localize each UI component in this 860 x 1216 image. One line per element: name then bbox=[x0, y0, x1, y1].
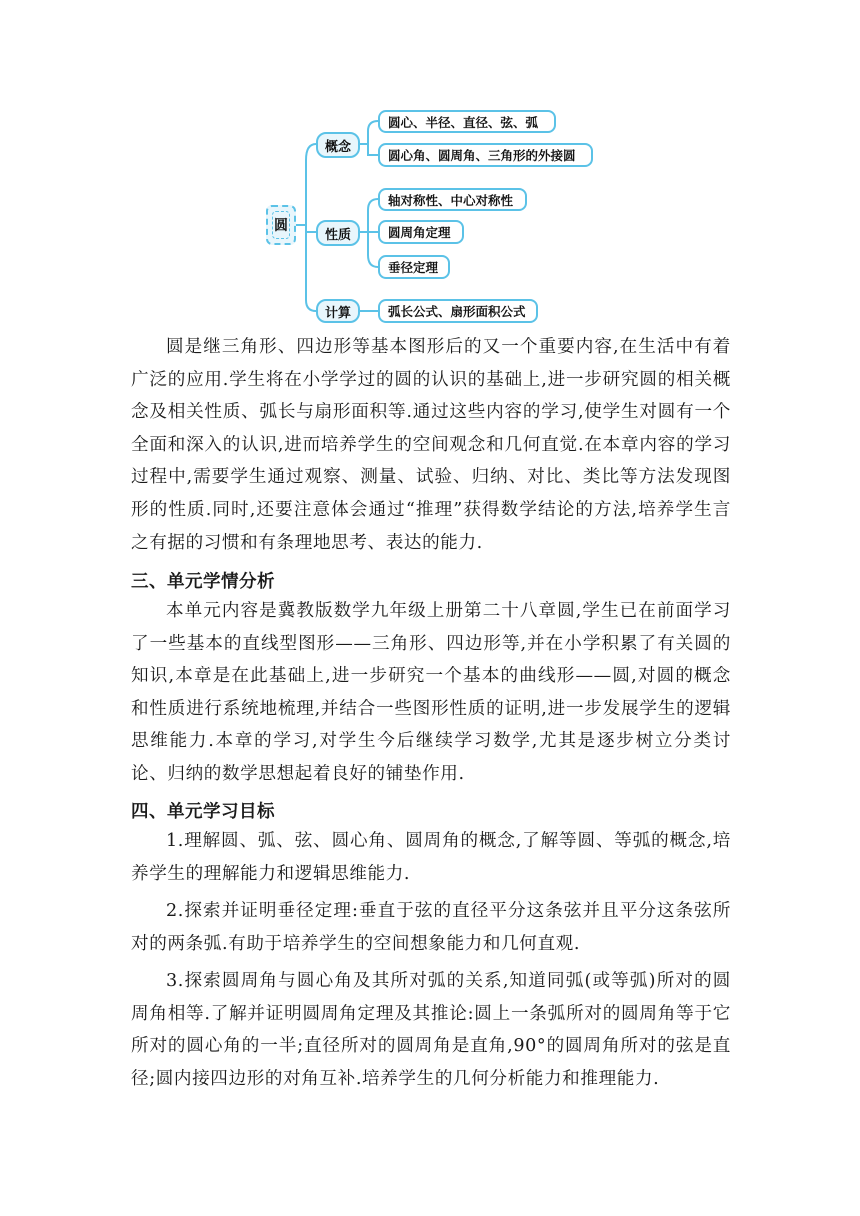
leaf-property-1-label: 轴对称性、中心对称性 bbox=[388, 192, 514, 208]
goal-2: 2.探索并证明垂径定理:垂直于弦的直径平分这条弦并且平分这条弦所对的两条弧.有助于培养学生的空间想象能力和几何直观. bbox=[131, 901, 731, 954]
leaf-property-3-label: 垂径定理 bbox=[388, 260, 439, 275]
concept-mindmap bbox=[0, 0, 860, 330]
category-calculation-label: 计算 bbox=[324, 305, 351, 321]
goal-1: 1.理解圆、弧、弦、圆心角、圆周角的概念,了解等圆、等弧的概念,培养学生的理解能力和逻辑思维能力. bbox=[131, 831, 731, 884]
leaf-property-1 bbox=[378, 188, 527, 211]
goal-3: 3.探索圆周角与圆心角及其所对弧的关系,知道同弧(或等弧)所对的圆周角相等.了解并证明圆周角定理及其推论:圆上一条弧所对的圆周角等于它所对的圆心角的一半;直径所对的圆周角是直角,90°的圆周角所对的弦是直径;圆内接四边形的对角互补.培养学生的几何分析能力和推理能力. bbox=[131, 971, 731, 1089]
leaf-concept-1 bbox=[378, 110, 556, 133]
category-properties bbox=[316, 220, 360, 246]
category-calculation bbox=[316, 299, 360, 323]
leaf-calculation-1-label: 弧长公式、扇形面积公式 bbox=[388, 304, 526, 319]
leaf-concept-2-label: 圆心角、圆周角、三角形的外接圆 bbox=[388, 148, 576, 163]
section3-heading: 三、单元学情分析 bbox=[131, 572, 275, 592]
category-concept-label: 概念 bbox=[324, 139, 351, 155]
section3-paragraph: 本单元内容是冀教版数学九年级上册第二十八章圆,学生已在前面学习了一些基本的直线型图形——三角形、四边形等,并在小学积累了有关圆的知识,本章是在此基础上,进一步研究一个基本的曲线形——圆,对圆的概念和性质进行系统地梳理,并结合一些图形性质的证明,进一步发展学生的逻辑思维能力.本章的学习,对学生今后继续学习数学,尤其是逐步树立分类讨论、归纳的数学思想起着良好的铺垫作用. bbox=[131, 601, 731, 784]
leaf-concept-1-label: 圆心、半径、直径、弦、弧 bbox=[388, 114, 539, 130]
mindmap-root-node bbox=[266, 205, 296, 245]
leaf-property-2 bbox=[378, 220, 464, 244]
category-concept bbox=[316, 132, 360, 158]
leaf-property-2-label: 圆周角定理 bbox=[388, 225, 451, 240]
section4-heading: 四、单元学习目标 bbox=[131, 802, 275, 822]
leaf-calculation-1 bbox=[378, 299, 538, 323]
leaf-concept-2 bbox=[378, 143, 593, 167]
mindmap-root-label: 圆 bbox=[272, 211, 290, 239]
intro-paragraph: 圆是继三角形、四边形等基本图形后的又一个重要内容,在生活中有着广泛的应用.学生将在小学学过的圆的认识的基础上,进一步研究圆的相关概念及相关性质、弧长与扇形面积等.通过这些内容的学习,使学生对圆有一个全面和深入的认识,进而培养学生的空间观念和几何直觉.在本章内容的学习过程中,需要学生通过观察、测量、试验、归纳、对比、类比等方法发现图形的性质.同时,还要注意体会通过“推理”获得数学结论的方法,培养学生言之有据的习惯和有条理地思考、表达的能力. bbox=[131, 337, 731, 553]
category-properties-label: 性质 bbox=[324, 227, 351, 243]
leaf-property-3 bbox=[378, 255, 450, 279]
